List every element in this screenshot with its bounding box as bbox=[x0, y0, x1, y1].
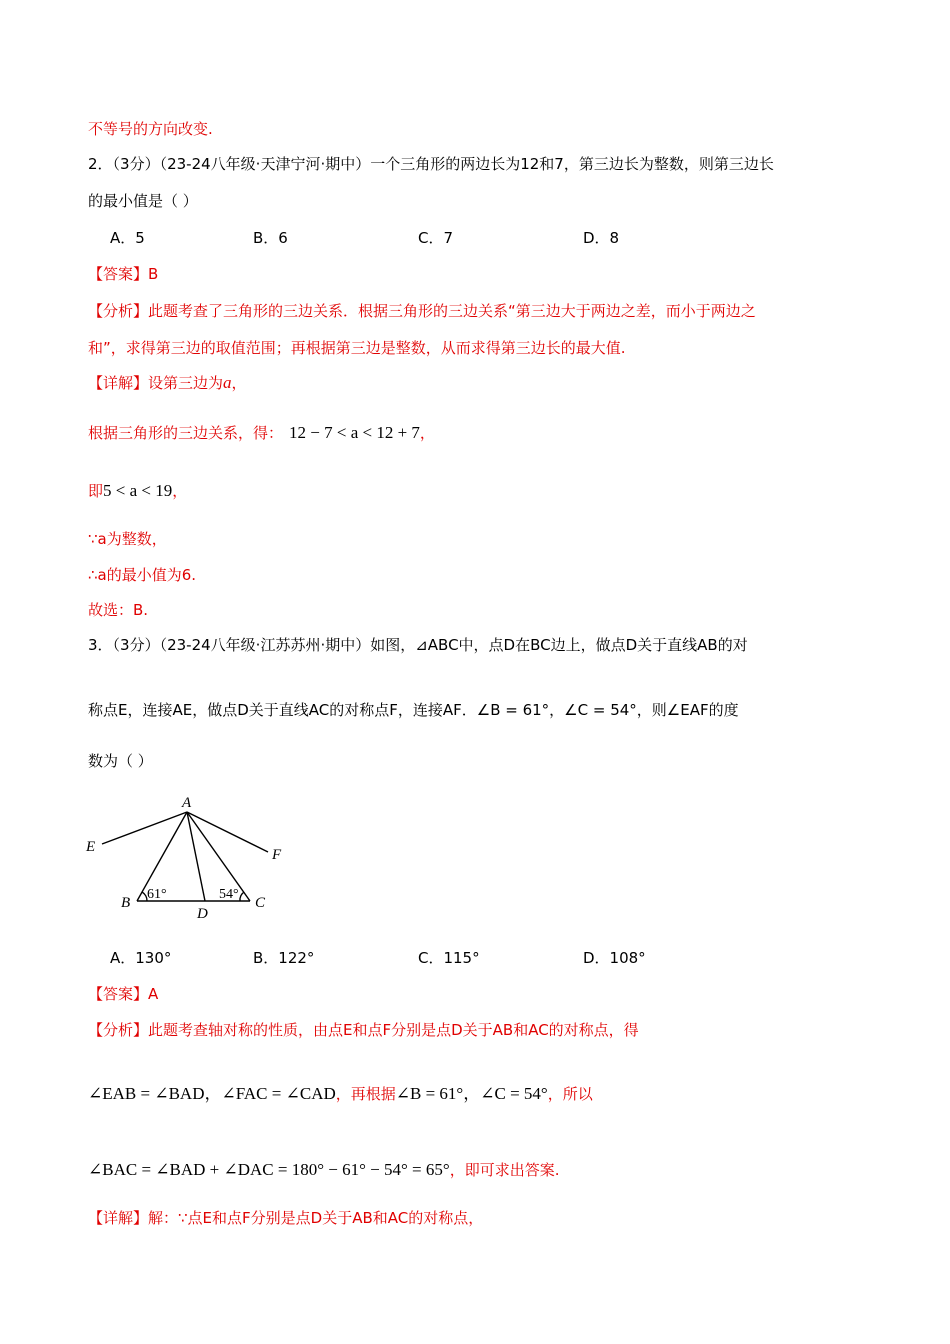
q2-detail-variable: a bbox=[223, 373, 232, 392]
label-e: E bbox=[86, 839, 96, 855]
q3-analysis-so: ，所以 bbox=[547, 1085, 593, 1103]
q2-step2-text: 即 bbox=[88, 482, 104, 500]
q3-detail-line1: 【详解】解：∵点E和点F分别是点D关于AB和AC的对称点， bbox=[88, 1209, 484, 1227]
label-d: D bbox=[197, 906, 208, 922]
segment-af bbox=[187, 812, 268, 852]
q2-conclusion: 故选：B. bbox=[88, 601, 149, 619]
q3-option-c: C．115° bbox=[418, 949, 480, 967]
q3-option-b: B．122° bbox=[253, 949, 315, 967]
q2-answer: 【答案】B bbox=[88, 265, 159, 283]
angle-arc-c bbox=[240, 892, 244, 901]
q3-stem-line3: 数为（ ） bbox=[88, 752, 153, 770]
q2-step1-inequality: 12 − 7 < a < 12 + 7 bbox=[289, 423, 420, 442]
q2-step-1 bbox=[88, 422, 435, 444]
q2-step1-text: 根据三角形的三边关系，得： bbox=[88, 424, 284, 442]
q2-step-2 bbox=[88, 480, 187, 502]
q3-given-angles: ∠B = 61°，∠C = 54° bbox=[395, 1084, 548, 1103]
q3-stem-line1: 3．（3分）（23-24八年级·江苏苏州·期中）如图，⊿ABC中，点D在BC边上，做点D关于直线AB的对 bbox=[88, 636, 748, 654]
q2-option-c: C．7 bbox=[418, 229, 454, 247]
q2-step-3: ∵a为整数， bbox=[88, 530, 167, 548]
q3-analysis-connector: ，再根据 bbox=[335, 1085, 396, 1103]
triangle-figure bbox=[84, 790, 294, 925]
q2-step2-end: ， bbox=[172, 482, 188, 500]
q3-bac-computation: ∠BAC = ∠BAD + ∠DAC = 180° − 61° − 54° = 65° bbox=[88, 1160, 450, 1179]
q2-option-b: B．6 bbox=[253, 229, 288, 247]
segment-ae bbox=[102, 812, 187, 844]
angle-b-value: 61° bbox=[147, 887, 167, 902]
q2-analysis-line1: 【分析】此题考查了三角形的三边关系．根据三角形的三边关系“第三边大于两边之差，而小于两边之 bbox=[88, 302, 756, 320]
q3-analysis-line3 bbox=[88, 1159, 559, 1181]
q2-stem-line2: 的最小值是（ ） bbox=[88, 192, 198, 210]
previous-answer-tail: 不等号的方向改变. bbox=[88, 120, 213, 138]
q2-analysis-line2: 和”，求得第三边的取值范围；再根据第三边是整数，从而求得第三边长的最大值. bbox=[88, 339, 626, 357]
q3-option-d: D．108° bbox=[583, 949, 646, 967]
q2-option-a: A．5 bbox=[110, 229, 145, 247]
q2-option-d: D．8 bbox=[583, 229, 620, 247]
q3-angle-equalities: ∠EAB = ∠BAD，∠FAC = ∠CAD bbox=[88, 1084, 336, 1103]
q2-step1-end: ， bbox=[419, 424, 435, 442]
label-a: A bbox=[182, 795, 192, 811]
q2-stem-line1: 2．（3分）（23-24八年级·天津宁河·期中）一个三角形的两边长为12和7，第三边长为整数，则第三边长 bbox=[88, 155, 774, 173]
q2-detail-comma: ， bbox=[231, 374, 247, 392]
label-f: F bbox=[272, 847, 282, 863]
q3-option-a: A．130° bbox=[110, 949, 172, 967]
angle-c-value: 54° bbox=[219, 887, 239, 902]
q2-detail-label: 【详解】设第三边为 bbox=[88, 374, 224, 392]
label-b: B bbox=[121, 895, 131, 911]
q3-analysis-line2 bbox=[88, 1083, 593, 1105]
q2-detail-intro bbox=[88, 372, 247, 394]
q3-analysis-line1: 【分析】此题考查轴对称的性质，由点E和点F分别是点D关于AB和AC的对称点，得 bbox=[88, 1021, 639, 1039]
q3-analysis-end: ，即可求出答案. bbox=[449, 1161, 560, 1179]
q2-step-4: ∴a的最小值为6. bbox=[88, 566, 197, 584]
q3-stem-line2: 称点E，连接AE，做点D关于直线AC的对称点F，连接AF．∠B = 61°，∠C = 54°，则∠EAF的度 bbox=[88, 701, 739, 719]
q3-answer: 【答案】A bbox=[88, 985, 159, 1003]
q2-step2-inequality: 5 < a < 19 bbox=[103, 481, 173, 500]
label-c: C bbox=[255, 895, 266, 911]
